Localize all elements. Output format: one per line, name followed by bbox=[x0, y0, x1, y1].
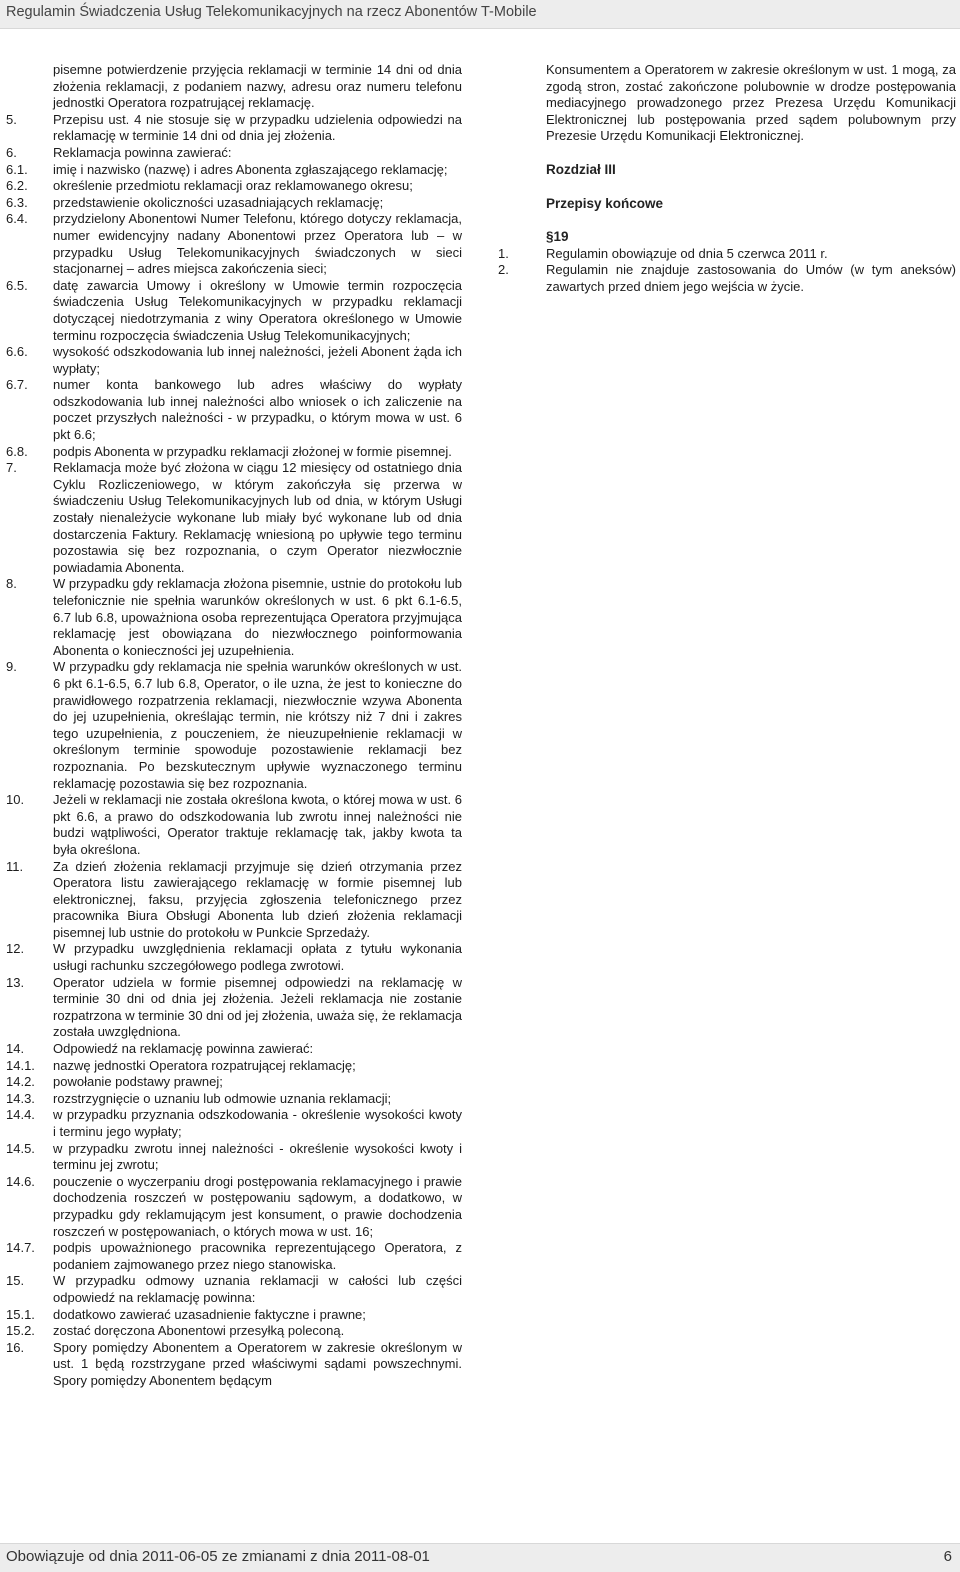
item-number: 14.2. bbox=[6, 1074, 35, 1090]
list-item bbox=[6, 211, 462, 277]
list-item bbox=[6, 377, 462, 443]
item-number: 14.7. bbox=[6, 1240, 35, 1256]
item-number: 14.5. bbox=[6, 1140, 35, 1156]
item-text: przedstawienie okoliczności uzasadniających reklamację; bbox=[53, 194, 384, 210]
item-text: dodatkowo zawierać uzasadnienie faktyczne i prawne; bbox=[53, 1306, 366, 1322]
item-text: Regulamin obowiązuje od dnia 5 czerwca 2011 r. bbox=[546, 245, 828, 261]
item-text: określenie przedmiotu reklamacji oraz reklamowanego okresu; bbox=[53, 178, 413, 194]
item-text: w przypadku przyznania odszkodowania - określenie wysokości kwoty i terminu jego wypłaty; bbox=[53, 1107, 462, 1139]
item-number: 14.1. bbox=[6, 1057, 35, 1073]
item-number: 14.6. bbox=[6, 1173, 35, 1189]
list-item bbox=[6, 576, 462, 659]
list-item bbox=[6, 859, 462, 942]
item-text: zostać doręczona Abonentowi przesyłką poleconą. bbox=[53, 1323, 345, 1339]
item-text: W przypadku odmowy uznania reklamacji w całości lub części odpowiedź na reklamację powinna: bbox=[53, 1273, 462, 1305]
item-number: 6.2. bbox=[6, 178, 28, 194]
item-text: Reklamacja może być złożona w ciągu 12 miesięcy od ostatniego dnia Cyklu Rozliczeniowego, w którym zakończyła się przerwa w świadczeniu Usług Telekomunikacyjnych lub od dnia, w którym Usługi zostały nienależycie wykonane lub miały być wykonane lub od dnia dostarczenia Faktury. Reklamację wniesioną po upływie tego terminu pozostawia się bez rozpoznania, o czym Operator niezwłocznie powiadamia Abonenta. bbox=[53, 460, 462, 575]
section-heading: Przepisy końcowe bbox=[546, 195, 664, 211]
page-number: 6 bbox=[943, 1548, 952, 1565]
item-text: wysokość odszkodowania lub innej należności, jeżeli Abonent żąda ich wypłaty; bbox=[53, 344, 462, 376]
list-item bbox=[6, 444, 462, 461]
item-text: Jeżeli w reklamacji nie została określona kwota, o której mowa w ust. 6 pkt 6.6, a prawo do odszkodowania lub zwrotu innej należności nie budzi wątpliwości, Operator traktuje reklamację tak, jakby kwota ta była określona. bbox=[53, 792, 462, 857]
continuation-paragraph: Konsumentem a Operatorem w zakresie określonym w ust. 1 mogą, za zgodą stron, zostać zakończone polubownie w drodze postępowania mediacyjnego prowadzonego przez Prezesa Urzędu Komunikacji Elektronicznej lub postępowania przed sądem polubownym przy Prezesie Urzędu Komunikacji Elektronicznej. bbox=[546, 62, 956, 144]
item-text: datę zawarcia Umowy i określony w Umowie termin rozpoczęcia świadczenia Usług Telekomunikacyjnych w przypadku reklamacji dotyczącej niedotrzymania z winy Operatora określonego w Umowie terminu rozpoczęcia świadczenia Usług Telekomunikacyjnych; bbox=[53, 277, 462, 343]
list-item bbox=[6, 941, 462, 974]
list-item bbox=[498, 262, 956, 295]
item-text: Przepisu ust. 4 nie stosuje się w przypadku udzielenia odpowiedzi na reklamację w terminie 14 dni od dnia jej złożenia. bbox=[53, 111, 462, 144]
item-text: w przypadku zwrotu innej należności - określenie wysokości kwoty i terminu jej zwrotu; bbox=[53, 1140, 462, 1173]
item-number: 6.7. bbox=[6, 377, 28, 393]
list-item bbox=[6, 1340, 462, 1390]
item-number: 15.1. bbox=[6, 1306, 35, 1322]
paragraph-heading: §19 bbox=[546, 229, 569, 245]
item-number: 14.4. bbox=[6, 1107, 35, 1123]
intro-paragraph: pisemne potwierdzenie przyjęcia reklamacji w terminie 14 dni od dnia złożenia reklamacji, z podaniem nazwy, adresu oraz numeru telefonu jednostki Operatora rozpatrującej reklamację. bbox=[53, 62, 462, 111]
item-text: podpis Abonenta w przypadku reklamacji złożonej w formie pisemnej. bbox=[53, 443, 452, 459]
item-number: 6.5. bbox=[6, 277, 28, 293]
item-text: nazwę jednostki Operatora rozpatrującej reklamację; bbox=[53, 1057, 356, 1073]
right-item-list bbox=[498, 246, 956, 296]
item-text: przydzielony Abonentowi Numer Telefonu, którego dotyczy reklamacja, numer ewidencyjny nadany Abonentowi przez Operatora lub – w przypadku Usług Telekomunikacyjnych świadczonych w sieci stacjonarnej – adres miejsca zakończenia sieci; bbox=[53, 211, 462, 277]
item-number: 14.3. bbox=[6, 1090, 35, 1106]
item-text: Reklamacja powinna zawierać: bbox=[53, 144, 232, 160]
item-number: 1. bbox=[498, 245, 509, 261]
list-item bbox=[6, 1091, 462, 1108]
item-text: W przypadku gdy reklamacja nie spełnia warunków określonych w ust. 6 pkt 6.1-6.5, 6.7 lub 6.8, Operator, o ile uzna, że jest to konieczne do prawidłowego rozpatrzenia reklamacji, niezwłocznie wzywa Abonenta do jej uzupełnienia, określając termin, nie krótszy niż 7 dni i zakres tego uzupełnienia, z pouczeniem, że nieuzupełnienie reklamacji w określonym terminie spowoduje pozostawienie reklamacji bez rozpoznania. Po bezskutecznym upływie wyznaczonego terminu reklamację pozostawia się bez rozpoznania. bbox=[53, 659, 462, 791]
item-number: 8. bbox=[6, 576, 17, 592]
item-text: Odpowiedź na reklamację powinna zawierać: bbox=[53, 1041, 314, 1057]
item-number: 10. bbox=[6, 792, 25, 808]
list-item bbox=[6, 195, 462, 212]
list-item bbox=[6, 1074, 462, 1091]
list-item bbox=[6, 145, 462, 162]
item-number: 11. bbox=[6, 858, 24, 874]
list-item bbox=[6, 460, 462, 576]
item-text: pouczenie o wyczerpaniu drogi postępowania reklamacyjnego i prawie dochodzenia roszczeń w postępowaniu sądowym, a dodatkowo, w przypadku gdy reklamującym jest konsument, o prawie dochodzenia roszczeń w postępowaniach, o których mowa w ust. 16; bbox=[53, 1173, 462, 1239]
page-footer bbox=[0, 1543, 960, 1572]
item-text: W przypadku gdy reklamacja złożona pisemnie, ustnie do protokołu lub telefonicznie nie spełnia warunków określonych w ust. 6 pkt 6.1-6.5, 6.7 lub 6.8, upoważniona osoba reprezentująca Operatora przyjmująca reklamację jest obowiązana do niezwłocznego poinformowania Abonenta o konieczności jej uzupełnienia. bbox=[53, 576, 462, 658]
list-item bbox=[6, 1041, 462, 1058]
list-item bbox=[6, 659, 462, 792]
item-number: 6.3. bbox=[6, 194, 28, 210]
list-item bbox=[6, 278, 462, 344]
validity-note: Obowiązuje od dnia 2011-06-05 ze zmianami z dnia 2011-08-01 bbox=[6, 1548, 430, 1565]
list-item bbox=[6, 975, 462, 1041]
list-item bbox=[6, 112, 462, 145]
chapter-heading: Rozdział III bbox=[546, 161, 616, 177]
item-number: 7. bbox=[6, 460, 17, 476]
right-column bbox=[498, 62, 956, 296]
item-text: rozstrzygnięcie o uznaniu lub odmowie uznania reklamacji; bbox=[53, 1090, 392, 1106]
item-number: 9. bbox=[6, 659, 17, 675]
item-text: Za dzień złożenia reklamacji przyjmuje się dzień otrzymania przez Operatora listu zawierającego reklamację w formie pisemnej lub elektronicznej, faksu, przyjęcia zgłoszenia telefonicznego przez pracownika Biura Obsługi Abonenta lub dzień złożenia reklamacji pisemnej lub ustnie do protokołu w Punkcie Sprzedaży. bbox=[53, 858, 462, 940]
list-item bbox=[498, 246, 956, 263]
item-number: 6.6. bbox=[6, 344, 28, 360]
item-text: imię i nazwisko (nazwę) i adres Abonenta zgłaszającego reklamację; bbox=[53, 161, 448, 177]
list-item bbox=[6, 1240, 462, 1273]
item-number: 15. bbox=[6, 1273, 25, 1289]
left-item-list bbox=[6, 112, 462, 1390]
list-item bbox=[6, 1174, 462, 1240]
item-text: W przypadku uwzględnienia reklamacji opłata z tytułu wykonania usługi rachunku szczegółowego podlega zwrotowi. bbox=[53, 941, 462, 974]
list-item bbox=[6, 162, 462, 179]
page-header bbox=[0, 0, 960, 29]
item-text: numer konta bankowego lub adres właściwy do wypłaty odszkodowania lub innej należności albo wniosek o ich zaliczenie na poczet przyszłych należności - w przypadku, o którym mowa w ust. 6 pkt 6.6; bbox=[53, 377, 462, 443]
list-item bbox=[6, 1323, 462, 1340]
item-number: 13. bbox=[6, 974, 25, 990]
item-number: 16. bbox=[6, 1339, 25, 1355]
item-number: 15.2. bbox=[6, 1323, 35, 1339]
list-item bbox=[6, 1107, 462, 1140]
item-number: 12. bbox=[6, 941, 25, 957]
list-item bbox=[6, 792, 462, 858]
item-text: Spory pomiędzy Abonentem a Operatorem w zakresie określonym w ust. 1 będą rozstrzygane przed właściwymi sądami powszechnymi. Spory pomiędzy Abonentem będącym bbox=[53, 1339, 462, 1388]
item-text: podpis upoważnionego pracownika reprezentującego Operatora, z podaniem zajmowanego przez niego stanowiska. bbox=[53, 1240, 462, 1272]
left-column bbox=[6, 62, 462, 1390]
list-item bbox=[6, 1141, 462, 1174]
list-item bbox=[6, 1058, 462, 1075]
item-number: 6. bbox=[6, 144, 17, 160]
list-item bbox=[6, 1307, 462, 1324]
item-number: 6.4. bbox=[6, 211, 28, 227]
item-text: Operator udziela w formie pisemnej odpowiedzi na reklamację w terminie 30 dni od dnia jej złożenia. Jeżeli reklamacja nie zostanie rozpatrzona w terminie 30 dni od jej złożenia, uważa się, że reklamacja została uwzględniona. bbox=[53, 974, 462, 1040]
item-text: Regulamin nie znajduje zastosowania do Umów (w tym aneksów) zawartych przed dniem jego wejścia w życie. bbox=[546, 262, 956, 294]
item-number: 14. bbox=[6, 1041, 25, 1057]
list-item bbox=[6, 344, 462, 377]
item-text: powołanie podstawy prawnej; bbox=[53, 1074, 223, 1090]
list-item bbox=[6, 1273, 462, 1306]
item-number: 6.1. bbox=[6, 161, 28, 177]
item-number: 5. bbox=[6, 111, 17, 127]
item-number: 6.8. bbox=[6, 443, 28, 459]
document-title: Regulamin Świadczenia Usług Telekomunikacyjnych na rzecz Abonentów T-Mobile bbox=[6, 4, 537, 20]
item-number: 2. bbox=[498, 262, 509, 278]
list-item bbox=[6, 178, 462, 195]
